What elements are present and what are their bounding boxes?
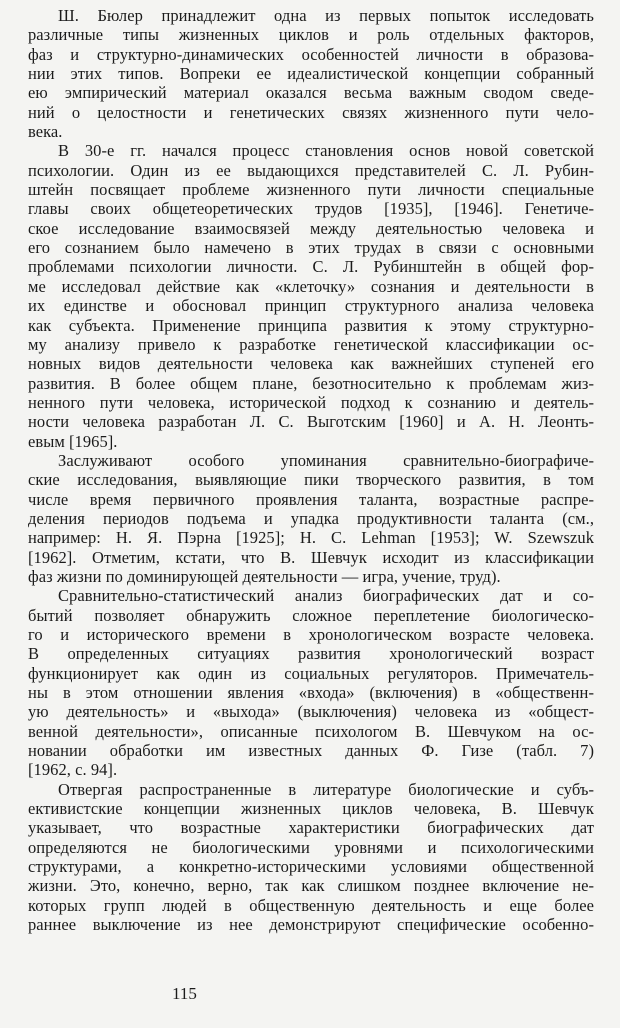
text-line: определяются не биологическими уровнями и психологическими bbox=[28, 837, 594, 857]
paragraph bbox=[28, 451, 594, 586]
text-line: штейн посвящает проблеме жизненного пути личности специальные bbox=[28, 180, 594, 200]
text-line: структурами, а конкретно-историческими условиями общественной bbox=[28, 857, 594, 877]
text-line: которых групп людей в общественную деятельность и еще более bbox=[28, 895, 594, 915]
text-line: ний о целостности и генетических связях жизненного пути чело- bbox=[28, 102, 594, 122]
text-line: различные типы жизненных циклов и роль отдельных факторов, bbox=[28, 25, 594, 45]
paragraph bbox=[28, 586, 594, 779]
text-line: числе время первичного проявления таланта, возрастные распре- bbox=[28, 489, 594, 509]
text-line: го и исторического времени в хронологическом возрасте человека. bbox=[28, 625, 594, 644]
page-body bbox=[28, 6, 594, 935]
text-line: новании обработки им известных данных Ф. Гизе (табл. 7) bbox=[28, 741, 594, 761]
paragraph bbox=[28, 780, 594, 935]
text-line: [1962, с. 94]. bbox=[28, 760, 118, 780]
text-line: ме исследовал действие как «клеточку» сознания и деятельности в bbox=[28, 276, 594, 296]
text-line: фаз жизни по доминирующей деятельности — игра, учение, труд). bbox=[28, 566, 501, 586]
text-line: века. bbox=[28, 122, 63, 142]
text-line: [1962]. Отметим, кстати, что В. Шевчук исходит из классификации bbox=[28, 547, 594, 567]
text-line: функционирует как один из социальных регуляторов. Примечатель- bbox=[28, 663, 594, 683]
text-line: му анализу привело к разработке генетической классификации ос- bbox=[28, 334, 594, 354]
text-line: венной деятельности», описанные психологом В. Шевчуком на ос- bbox=[28, 721, 594, 741]
text-line: ны в этом отношении явления «входа» (включения) в «общественн- bbox=[28, 683, 594, 703]
text-line: ею эмпирический материал оказался весьма важным сводом сведе- bbox=[28, 83, 594, 103]
text-line: ское исследование взаимосвязей между деятельностью человека и bbox=[28, 218, 594, 238]
text-line: Сравнительно-статистический анализ биографических дат и со- bbox=[58, 586, 594, 606]
text-line: его сознанием было намечено в этих трудах в связи с основными bbox=[28, 238, 594, 258]
text-line: как субъекта. Применение принципа развития к этому структурно- bbox=[28, 315, 594, 335]
text-line: ненного пути человека, исторической подход к сознанию и деятель- bbox=[28, 392, 594, 412]
text-line: психологии. Один из ее выдающихся представителей С. Л. Рубин- bbox=[28, 160, 594, 180]
text-line: развития. В более общем плане, безотносительно к проблемам жиз- bbox=[28, 373, 594, 393]
text-line: например: Н. Я. Пэрна [1925]; Н. С. Lehman [1953]; W. Szewszuk bbox=[28, 528, 594, 548]
text-line: проблемами психологии личности. С. Л. Рубинштейн в общей фор- bbox=[28, 257, 594, 277]
text-line: новных видов деятельности человека как важнейших ступеней его bbox=[28, 354, 594, 374]
text-line: В определенных ситуациях развития хронологический возраст bbox=[28, 644, 594, 664]
text-line: раннее выключение из нее демонстрируют специфические особенно- bbox=[28, 915, 594, 935]
text-line: Заслуживают особого упоминания сравнительно-биографиче- bbox=[58, 450, 594, 470]
text-line: ности человека разработан Л. С. Выготским [1960] и А. Н. Леонть- bbox=[28, 412, 594, 432]
page-number: 115 bbox=[172, 984, 197, 1003]
text-line: их единстве и обосновал принцип структурного анализа человека bbox=[28, 296, 594, 316]
text-line: главы своих общетеоретических трудов [1935], [1946]. Генетиче- bbox=[28, 199, 594, 219]
text-line: нии этих типов. Вопреки ее идеалистической концепции собранный bbox=[28, 64, 594, 84]
text-line: ективистские концепции жизненных циклов человека, В. Шевчук bbox=[28, 799, 594, 819]
text-line: бытий позволяет обнаружить сложное переплетение биологическо- bbox=[28, 605, 594, 625]
text-line: В 30-е гг. начался процесс становления основ новой советской bbox=[58, 141, 594, 161]
text-line: Отвергая распространенные в литературе биологические и субъ- bbox=[58, 779, 594, 799]
text-line: Ш. Бюлер принадлежит одна из первых попыток исследовать bbox=[58, 6, 594, 25]
text-line: ские исследования, выявляющие пики творческого развития, в том bbox=[28, 470, 594, 490]
text-line: фаз и структурно-динамических особенностей личности в образова- bbox=[28, 44, 594, 64]
text-line: деления периодов подъема и упадка продуктивности таланта (см., bbox=[28, 508, 594, 528]
paragraph bbox=[28, 6, 594, 141]
text-line: указывает, что возрастные характеристики биографических дат bbox=[28, 818, 594, 838]
paragraph bbox=[28, 141, 594, 451]
text-line: жизни. Это, конечно, верно, так как слишком позднее включение не- bbox=[28, 876, 594, 896]
text-line: евым [1965]. bbox=[28, 431, 118, 451]
text-line: ую деятельность» и «выхода» (выключения) человека из «общест- bbox=[28, 702, 594, 722]
